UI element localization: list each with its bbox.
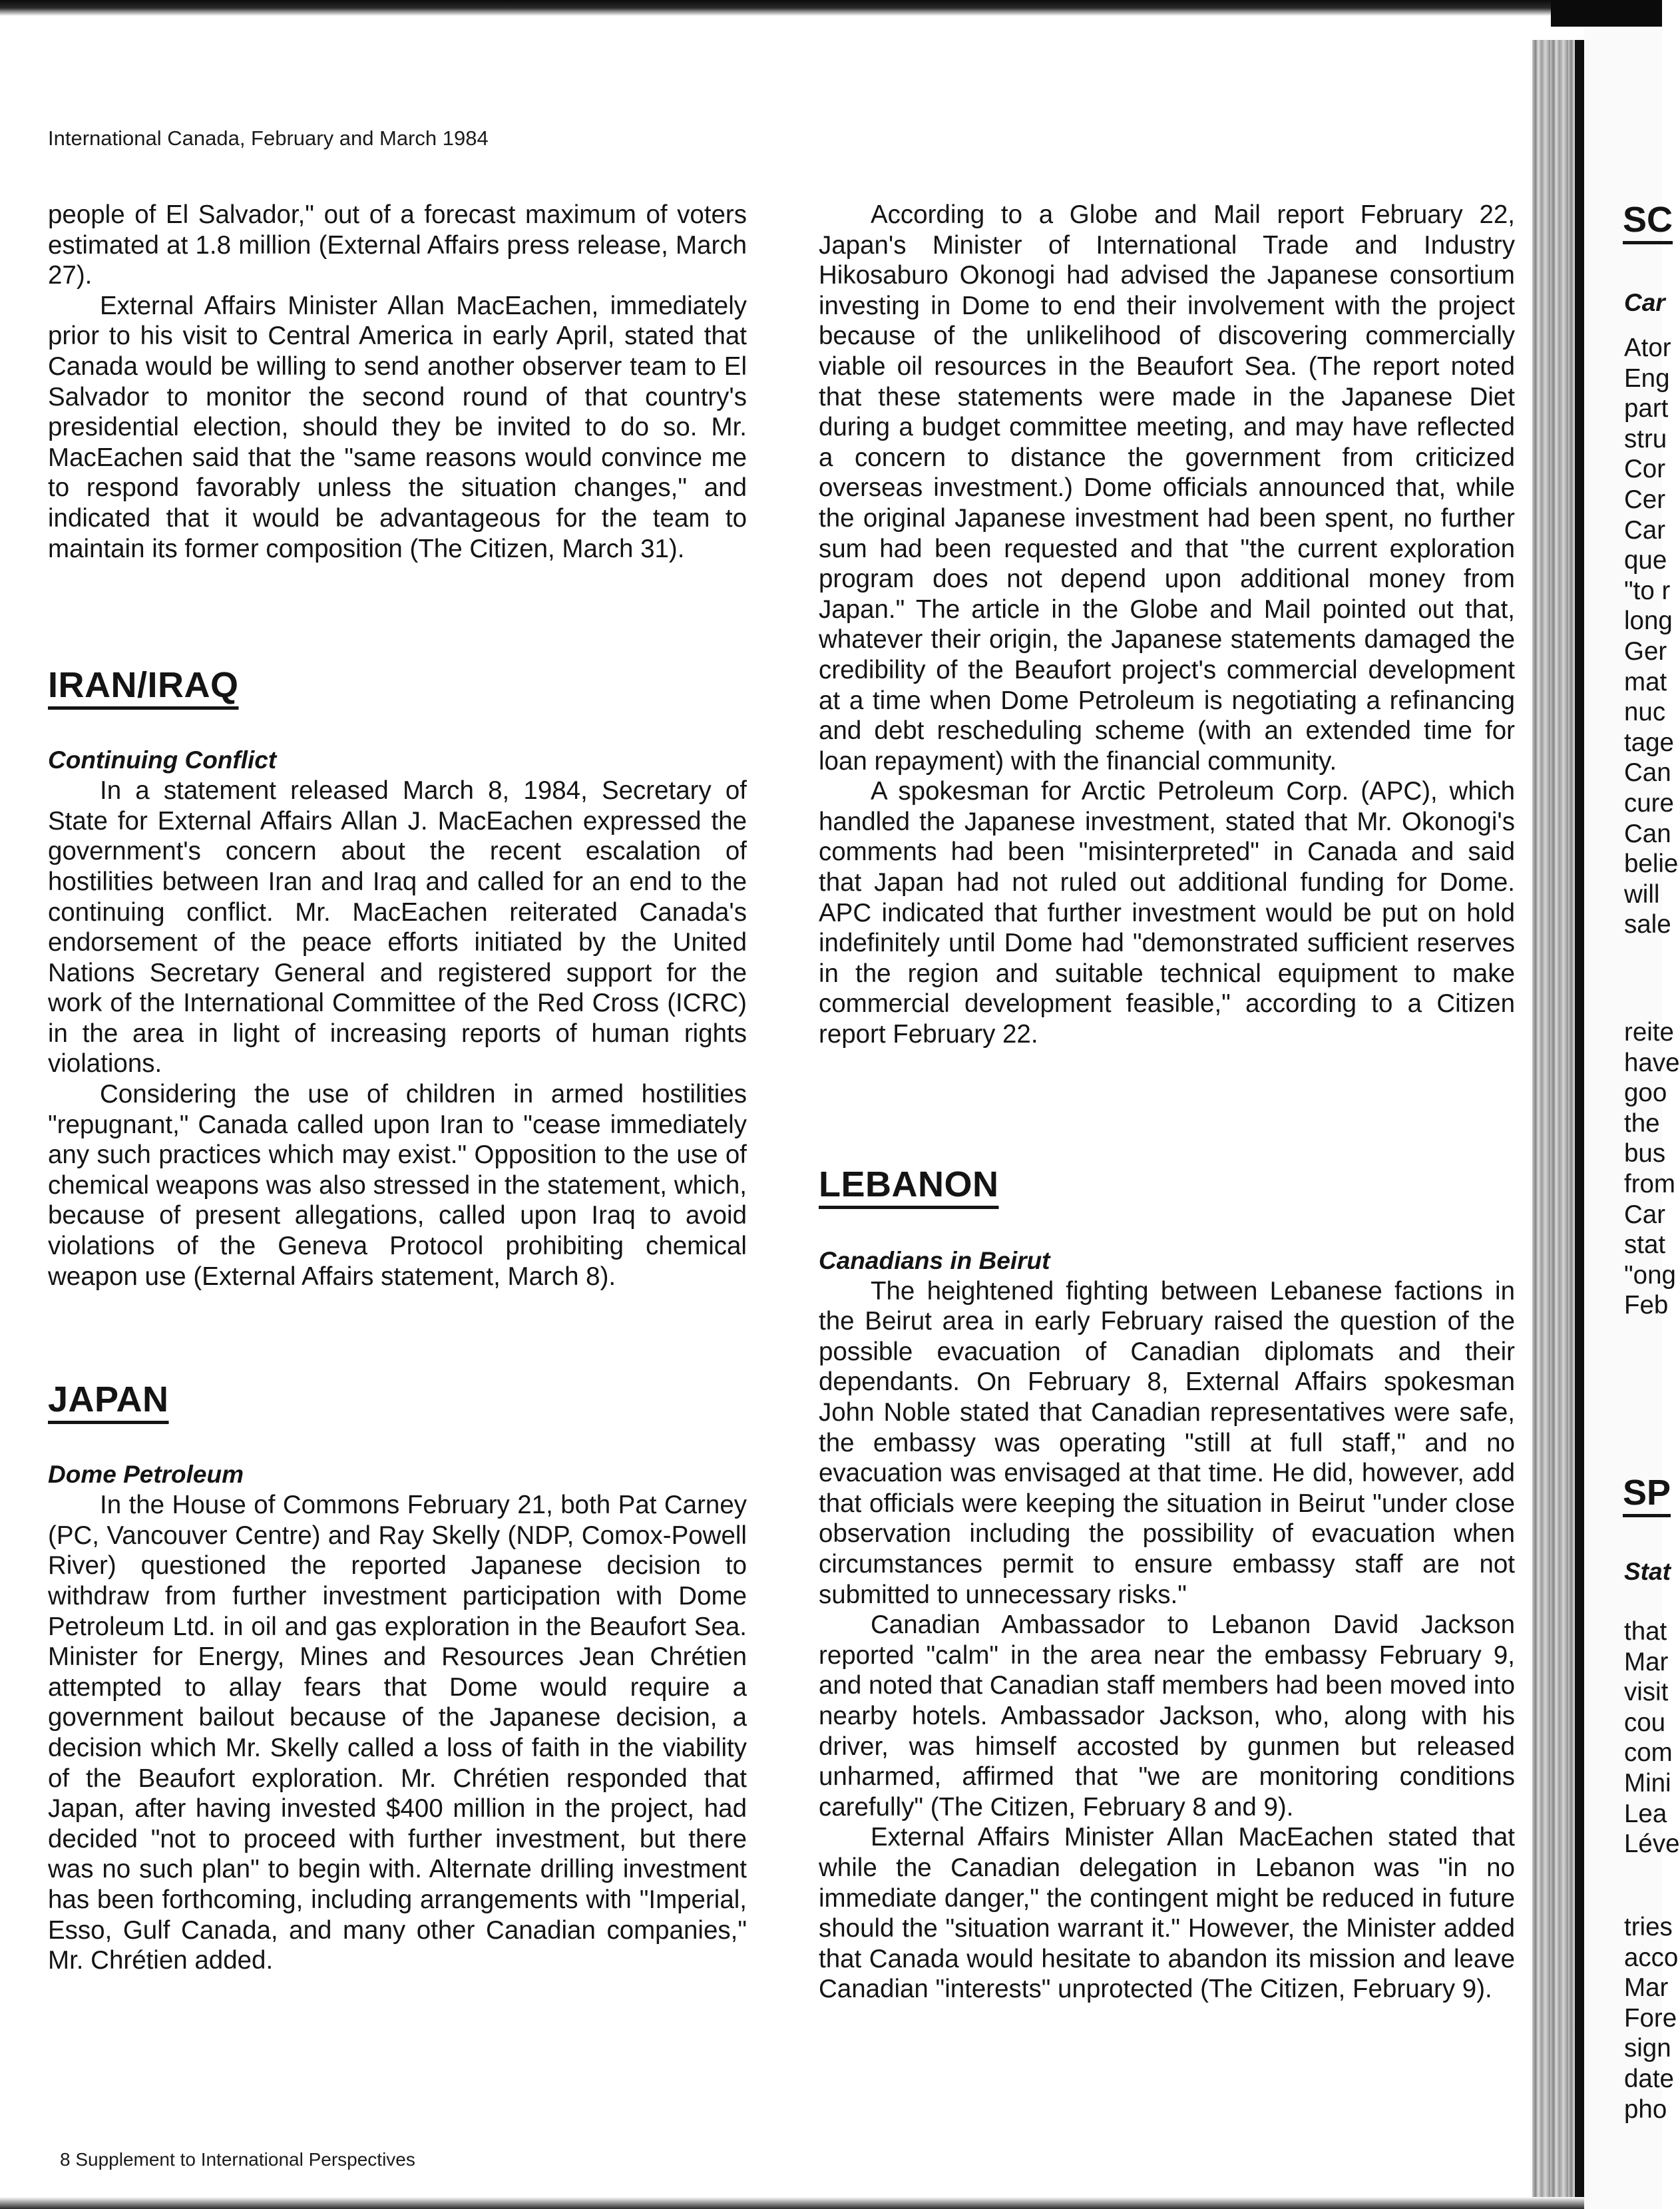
subheading-continuing-conflict: Continuing Conflict (48, 746, 277, 774)
scan-border-top (0, 0, 1597, 16)
adjacent-line: Fore (1624, 2003, 1677, 2033)
page-gutter-edge (1575, 40, 1584, 2197)
adjacent-line: "ong (1624, 1260, 1676, 1290)
subheading-canadians-in-beirut: Canadians in Beirut (819, 1246, 1050, 1274)
paragraph: In the House of Commons February 21, both Pat Carney (PC, Vancouver Centre) and Ray Skelly (NDP, Comox-Powell River) questioned the reported Japanese decision to withdraw from further investment participation with Dome Petroleum Ltd. in oil and gas exploration in the Beaufort Sea. Minister for Energy, Mines and Resources Jean Chrétien attempted to allay fears that Dome would require a government bailout because of the Japanese decision, a decision which Mr. Skelly called a loss of faith in the viability of the Beaufort exploration. Mr. Chrétien responded that Japan, after having invested $400 million in the project, had decided "not to proceed with further investment, but there was no such plan" to begin with. Alternate drilling investment has been forthcoming, including arrangements with "Imperial, Esso, Gulf Canada, and many other Canadian companies," Mr. Chrétien added. (48, 1491, 747, 1975)
column-left (48, 200, 747, 1976)
adjacent-line: Feb (1624, 1291, 1669, 1320)
adjacent-line: from (1624, 1169, 1675, 1198)
adjacent-line: stat (1624, 1230, 1666, 1260)
adjacent-line: will (1624, 879, 1660, 909)
adjacent-text-block (1624, 333, 1678, 940)
adjacent-line: cure (1624, 788, 1674, 818)
adjacent-text-block (1624, 1912, 1678, 2124)
adjacent-line: sign (1624, 2034, 1671, 2063)
adjacent-line: the (1624, 1108, 1660, 1138)
scan-border-top-right (1551, 0, 1662, 27)
adjacent-line: part (1624, 394, 1669, 423)
adjacent-line: date (1624, 2064, 1674, 2093)
paragraph: people of El Salvador," out of a forecast maximum of voters estimated at 1.8 million (External Affairs press release, March 27). (48, 200, 747, 290)
adjacent-line: Ger (1624, 636, 1667, 666)
adjacent-line: pho (1624, 2094, 1667, 2124)
adjacent-line: "to r (1624, 576, 1671, 605)
adjacent-line: nuc (1624, 698, 1666, 727)
section-heading-japan: JAPAN (48, 1379, 169, 1420)
scan-border-bottom (0, 2197, 1597, 2209)
adjacent-line: que (1624, 546, 1667, 575)
adjacent-page-edge (1584, 27, 1680, 2209)
paragraph: Canadian Ambassador to Lebanon David Jackson reported "calm" in the area near the embassy February 9, and noted that Canadian staff members had been moved into nearby hotels. Ambassador Jackson, who, along with his driver, was himself accosted by gunmen but released unharmed, affirmed that "we are monitoring conditions carefully" (The Citizen, February 8 and 9). (819, 1610, 1515, 1822)
page-footer: 8 Supplement to International Perspectives (60, 2149, 415, 2170)
paragraph: External Affairs Minister Allan MacEachen stated that while the Canadian delegation in Lebanon was "in no immediate danger," the contingent might be reduced in future should the "situation warrant it." However, the Minister added that Canada would hesitate to abandon its mission and leave Canadian "interests" unprotected (The Citizen, February 9). (819, 1823, 1515, 2004)
adjacent-line: Cor (1624, 455, 1666, 484)
paragraph: External Affairs Minister Allan MacEachen, immediately prior to his visit to Central America in early April, stated that Canada would be willing to send another observer team to El Salvador to monitor the second round of that country's presidential election, should they be invited to do so. Mr. MacEachen said that the "same reasons would convince me to respond favorably unless the situation changes," and indicated that it would be advantageous for the team to maintain its former composition (The Citizen, March 31). (48, 291, 747, 563)
adjacent-line: bus (1624, 1139, 1666, 1168)
adjacent-line: Can (1624, 819, 1671, 848)
adjacent-line: Car (1624, 1200, 1666, 1229)
adjacent-line: tage (1624, 728, 1674, 757)
adjacent-line: tries (1624, 1913, 1673, 1941)
paragraph: According to a Globe and Mail report February 22, Japan's Minister of International Trade and Industry Hikosaburo Okonogi had advised the Japanese consortium investing in Dome to end their involvement with the project because of the unlikelihood of discovering commercially viable oil resources in the Beaufort Sea. (The report noted that these statements were made in the Japanese Diet during a budget committee meeting, and may have reflected a concern to distance the government from criticized overseas investment.) Dome officials announced that, while the original Japanese investment had been spent, no further sum had been requested and that "the current exploration program does not depend upon additional money from Japan." The article in the Globe and Mail pointed out that, whatever their origin, the Japanese statements damaged the credibility of the Beaufort project's commercial development at a time when Dome Petroleum is negotiating a refinancing and debt rescheduling scheme (with an extended time for loan repayment) with the financial community. (819, 200, 1515, 776)
adjacent-heading: SC (1623, 200, 1673, 240)
adjacent-subheading: Stat (1624, 1558, 1671, 1585)
adjacent-line: have (1624, 1048, 1680, 1077)
adjacent-heading: SP (1623, 1473, 1671, 1513)
adjacent-line: Eng (1624, 364, 1670, 393)
adjacent-line: belie (1624, 850, 1679, 879)
adjacent-line: acco (1624, 1943, 1679, 1972)
adjacent-line: mat (1624, 667, 1667, 696)
adjacent-line: long (1624, 607, 1673, 636)
adjacent-text-block (1624, 1017, 1680, 1321)
adjacent-line: cou (1624, 1708, 1666, 1737)
adjacent-line: stru (1624, 424, 1667, 453)
adjacent-line: sale (1624, 910, 1671, 939)
column-right (819, 200, 1515, 2005)
adjacent-line: Léve (1624, 1830, 1680, 1859)
adjacent-line: Mini (1624, 1768, 1671, 1798)
section-heading-lebanon: LEBANON (819, 1164, 999, 1204)
paragraph: Considering the use of children in armed hostilities "repugnant," Canada called upon Iran to "cease immediately any such practices which may exist." Opposition to the use of chemical weapons was also stressed in the statement, which, because of present allegations, called upon Iraq to avoid violations of the Geneva Protocol prohibiting chemical weapon use (External Affairs statement, March 8). (48, 1080, 747, 1291)
section-heading-iran-iraq: IRAN/IRAQ (48, 665, 239, 706)
adjacent-line: com (1624, 1738, 1673, 1768)
adjacent-line: Mar (1624, 1973, 1669, 2003)
paragraph: A spokesman for Arctic Petroleum Corp. (APC), which handled the Japanese investment, stated that Mr. Okonogi's comments had been "misinterpreted" in Canada and said that Japan had not ruled out additional funding for Dome. APC indicated that further investment would be put on hold indefinitely until Dome had "demonstrated sufficient reserves in the region and suitable technical equipment to make commercial development feasible," according to a Citizen report February 22. (819, 777, 1515, 1049)
adjacent-line: Can (1624, 758, 1671, 788)
adjacent-line: goo (1624, 1079, 1667, 1108)
page-gutter-shadow (1532, 40, 1575, 2197)
adjacent-text-block (1624, 1616, 1680, 1859)
adjacent-line: Ator (1624, 334, 1671, 362)
adjacent-line: Cer (1624, 485, 1666, 514)
paragraph: In a statement released March 8, 1984, Secretary of State for External Affairs Allan J. MacEachen expressed the government's concern about the recent escalation of hostilities between Iran and Iraq and called for an end to the continuing conflict. Mr. MacEachen reiterated Canada's endorsement of the peace efforts initiated by the United Nations Secretary General and registered support for the work of the International Committee of the Red Cross (ICRC) in the area in light of increasing reports of human rights violations. (48, 776, 747, 1079)
running-head: International Canada, February and March 1984 (48, 126, 489, 150)
adjacent-line: visit (1624, 1678, 1669, 1707)
adjacent-line: Lea (1624, 1799, 1667, 1828)
adjacent-line: Mar (1624, 1647, 1669, 1676)
adjacent-subheading: Car (1624, 289, 1665, 316)
adjacent-line: reite (1624, 1018, 1674, 1047)
subheading-dome-petroleum: Dome Petroleum (48, 1461, 244, 1489)
adjacent-line: that (1624, 1617, 1667, 1646)
paragraph: The heightened fighting between Lebanese factions in the Beirut area in early February raised the question of the possible evacuation of Canadian diplomats and their dependants. On February 8, External Affairs spokesman John Noble stated that Canadian representatives were safe, the embassy was operating "still at full staff," and no evacuation was envisaged at that time. He did, however, add that officials were keeping the situation in Beirut "under close observation including the possibility of evacuation when circumstances permit to ensure embassy staff are not submitted to unnecessary risks." (819, 1276, 1515, 1609)
adjacent-line: Car (1624, 515, 1666, 545)
